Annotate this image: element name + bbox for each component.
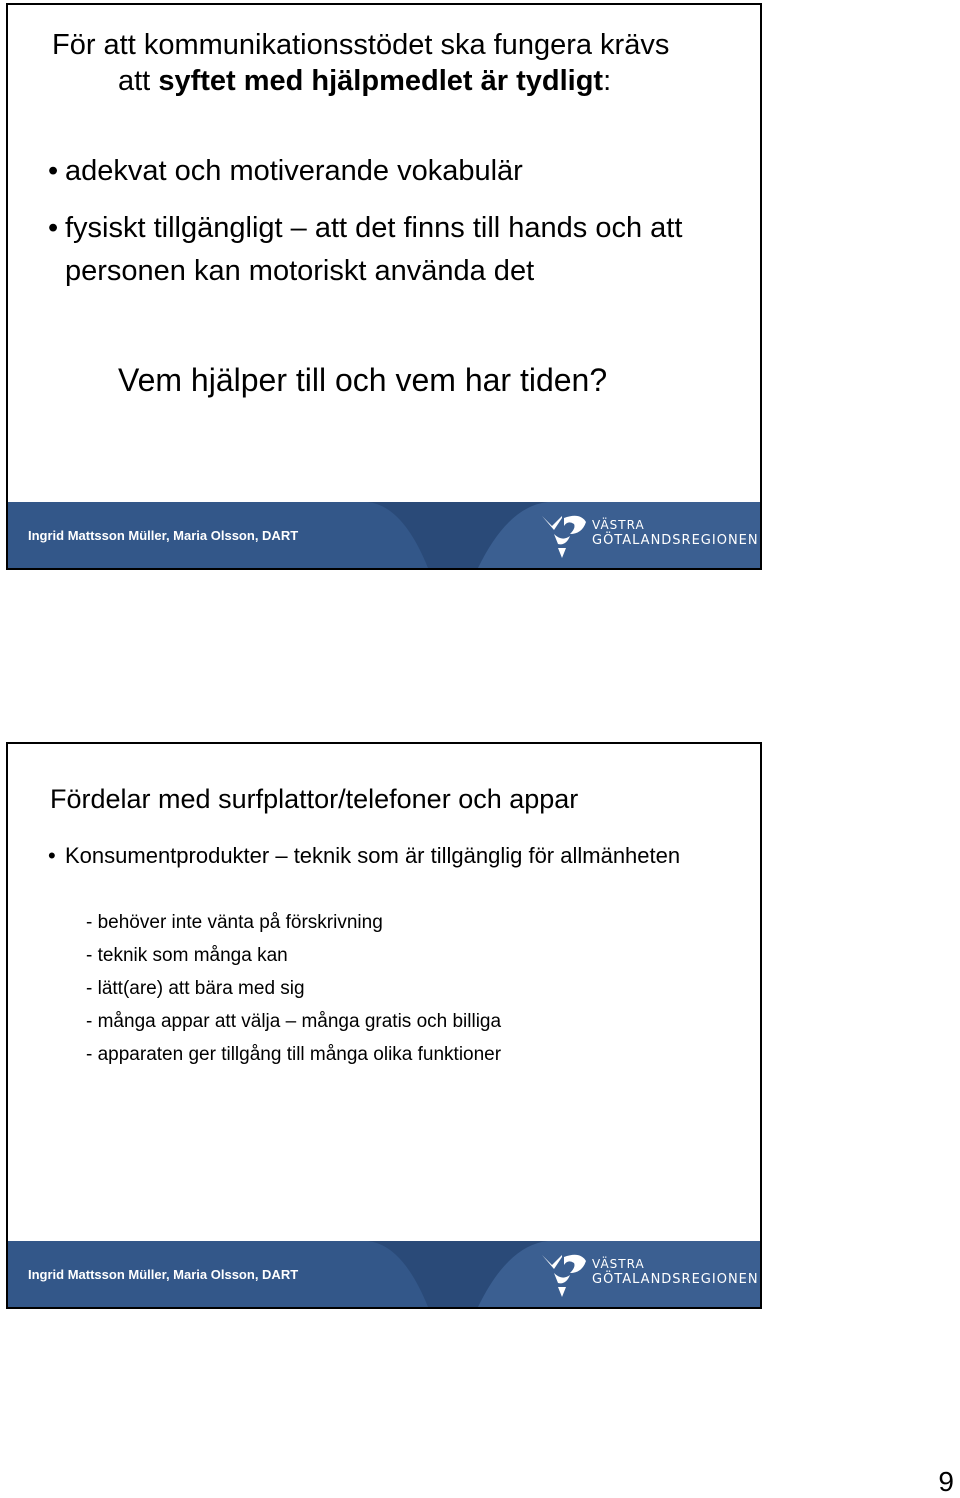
- logo-line-2: GÖTALANDSREGIONEN: [592, 533, 759, 548]
- logo-line-1: VÄSTRA: [592, 518, 645, 532]
- slide-footer: [8, 1241, 760, 1307]
- sub-item: - många appar att välja – många gratis och billiga: [86, 1011, 502, 1032]
- slide-title: [52, 27, 752, 99]
- footer-authors: Ingrid Mattsson Müller, Maria Olsson, DART: [28, 1267, 299, 1282]
- slide-title: Fördelar med surfplattor/telefoner och appar: [50, 784, 579, 814]
- bullet-item: • Konsumentprodukter – teknik som är tillgänglig för allmänheten: [48, 840, 728, 871]
- vgr-logo: [540, 1251, 759, 1299]
- logo-line-1: VÄSTRA: [592, 1257, 645, 1271]
- title-line-2: att syftet med hjälpmedlet är tydligt:: [118, 65, 612, 97]
- sub-item: - apparaten ger tillgång till många olika funktioner: [86, 1044, 502, 1065]
- slide-footer: [8, 502, 760, 568]
- sub-item: - lätt(are) att bära med sig: [86, 978, 305, 999]
- sub-list: [86, 906, 501, 1071]
- vgr-logo: [540, 512, 759, 560]
- title-line-1: För att kommunikationsstödet ska fungera krävs: [52, 29, 670, 61]
- question-text: Vem hjälper till och vem har tiden?: [118, 362, 608, 398]
- slide-1: [6, 3, 762, 570]
- sub-item: - behöver inte vänta på förskrivning: [86, 912, 383, 933]
- footer-authors: Ingrid Mattsson Müller, Maria Olsson, DART: [28, 528, 299, 543]
- logo-text: [592, 1257, 759, 1287]
- slide-2: [6, 742, 762, 1309]
- vgr-swan-logo-icon: [540, 1251, 590, 1299]
- page-number: 9: [938, 1466, 954, 1497]
- title-emphasis: syftet med hjälpmedlet är tydligt: [158, 65, 604, 97]
- vgr-swan-logo-icon: [540, 512, 590, 560]
- bullet-item: • fysiskt tillgängligt – att det finns till hands och att personen kan motoriskt använda det: [48, 207, 748, 293]
- logo-text: [592, 518, 759, 548]
- logo-line-2: GÖTALANDSREGIONEN: [592, 1272, 759, 1287]
- bullet-list: [48, 150, 748, 307]
- sub-item: - teknik som många kan: [86, 945, 288, 966]
- bullet-item: • adekvat och motiverande vokabulär: [48, 150, 748, 193]
